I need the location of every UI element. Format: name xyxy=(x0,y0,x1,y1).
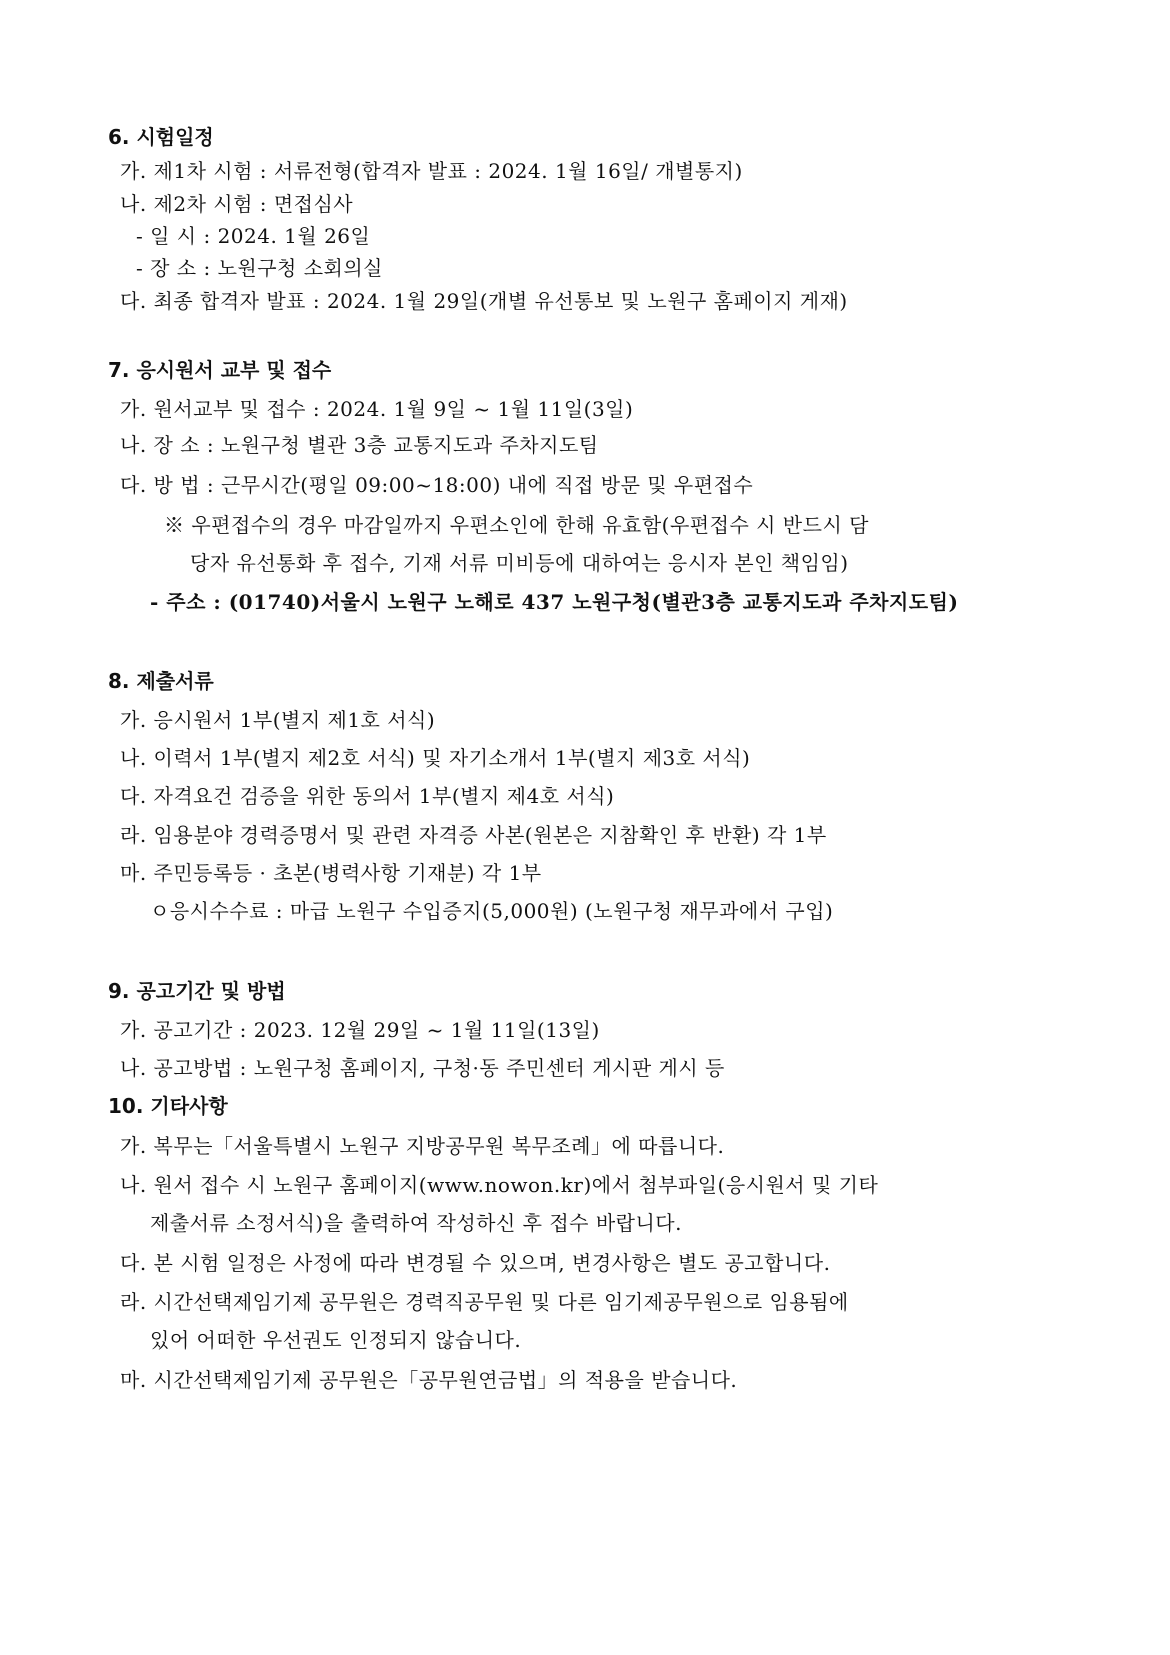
section-10-item-ra-continued: 있어 어떠한 우선권도 인정되지 않습니다. xyxy=(150,1328,522,1352)
section-10-item-ra: 라. 시간선택제임기제 공무원은 경력직공무원 및 다른 임기제공무원으로 임용됨에 xyxy=(120,1290,849,1314)
section-6-subitem-date: - 일 시 : 2024. 1월 26일 xyxy=(136,224,371,248)
section-9-item-ga: 가. 공고기간 : 2023. 12월 29일 ~ 1월 11일(13일) xyxy=(120,1018,600,1042)
section-8-item-ma: 마. 주민등록등 · 초본(병력사항 기재분) 각 1부 xyxy=(120,861,542,885)
section-8-item-ra: 라. 임용분야 경력증명서 및 관련 자격증 사본(원본은 지참확인 후 반환) 각 1부 xyxy=(120,823,827,847)
section-6-item-na: 나. 제2차 시험 : 면접심사 xyxy=(120,192,354,216)
section-10-item-ga: 가. 복무는「서울특별시 노원구 지방공무원 복무조례」에 따릅니다. xyxy=(120,1134,725,1158)
section-6-item-ga: 가. 제1차 시험 : 서류전형(합격자 발표 : 2024. 1월 16일/ 개별통지) xyxy=(120,159,743,183)
section-10-heading: 10. 기타사항 xyxy=(108,1094,228,1118)
section-10-item-ma: 마. 시간선택제임기제 공무원은「공무원연금법」의 적용을 받습니다. xyxy=(120,1368,738,1392)
section-10-item-na-continued: 제출서류 소정서식)을 출력하여 작성하신 후 접수 바랍니다. xyxy=(150,1211,682,1235)
section-9-heading: 9. 공고기간 및 방법 xyxy=(108,979,286,1003)
section-7-item-na: 나. 장 소 : 노원구청 별관 3층 교통지도과 주차지도팀 xyxy=(120,433,599,457)
section-8-fee-note: ㅇ응시수수료 : 마급 노원구 수입증지(5,000원) (노원구청 재무과에서 구입) xyxy=(150,899,834,923)
section-8-item-na: 나. 이력서 1부(별지 제2호 서식) 및 자기소개서 1부(별지 제3호 서식) xyxy=(120,746,751,770)
section-10-item-da: 다. 본 시험 일정은 사정에 따라 변경될 수 있으며, 변경사항은 별도 공고합니다. xyxy=(120,1251,831,1275)
section-7-heading: 7. 응시원서 교부 및 접수 xyxy=(108,358,332,382)
section-8-heading: 8. 제출서류 xyxy=(108,669,214,693)
section-9-item-na: 나. 공고방법 : 노원구청 홈페이지, 구청·동 주민센터 게시판 게시 등 xyxy=(120,1056,725,1080)
section-7-note: ※ 우편접수의 경우 마감일까지 우편소인에 한해 유효함(우편접수 시 반드시 담 xyxy=(164,513,869,537)
section-7-address: - 주소 : (01740)서울시 노원구 노해로 437 노원구청(별관3층 교통지도과 주차지도팀) xyxy=(150,590,959,614)
section-6-subitem-place: - 장 소 : 노원구청 소회의실 xyxy=(136,256,383,280)
section-6-heading: 6. 시험일정 xyxy=(108,125,214,149)
section-8-item-ga: 가. 응시원서 1부(별지 제1호 서식) xyxy=(120,708,436,732)
section-7-note-continued: 당자 유선통화 후 접수, 기재 서류 미비등에 대하여는 응시자 본인 책임임) xyxy=(190,551,849,575)
section-7-item-ga: 가. 원서교부 및 접수 : 2024. 1월 9일 ~ 1월 11일(3일) xyxy=(120,397,634,421)
section-6-item-da: 다. 최종 합격자 발표 : 2024. 1월 29일(개별 유선통보 및 노원구 홈페이지 게재) xyxy=(120,289,848,313)
section-7-item-da: 다. 방 법 : 근무시간(평일 09:00~18:00) 내에 직접 방문 및 우편접수 xyxy=(120,473,754,497)
section-10-item-na: 나. 원서 접수 시 노원구 홈페이지(www.nowon.kr)에서 첨부파일(응시원서 및 기타 xyxy=(120,1173,879,1197)
section-8-item-da: 다. 자격요건 검증을 위한 동의서 1부(별지 제4호 서식) xyxy=(120,784,615,808)
